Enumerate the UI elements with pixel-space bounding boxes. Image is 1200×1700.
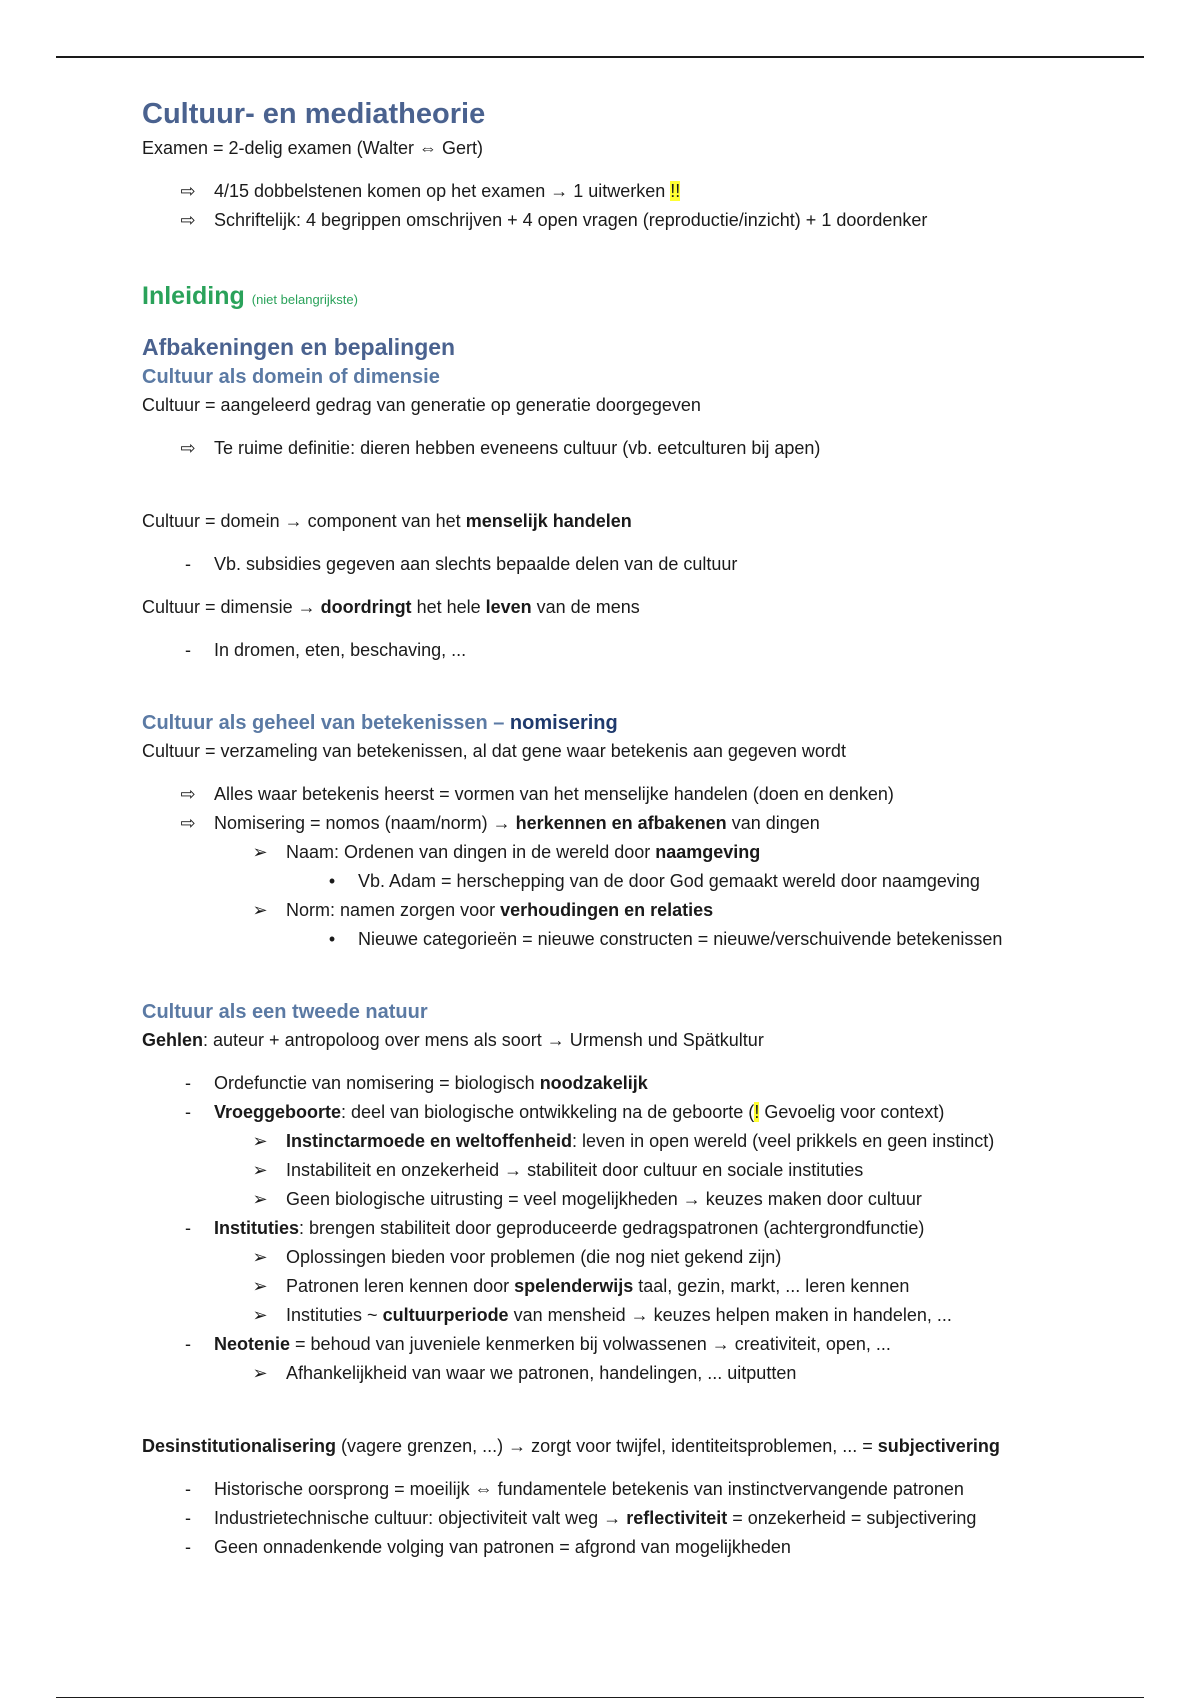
- list-item: ➢ Afhankelijkheid van waar we patronen, handelingen, ... uitputten: [142, 1359, 1122, 1388]
- subheading-tweede-natuur: Cultuur als een tweede natuur: [142, 1001, 428, 1023]
- subheading-afbakeningen: Afbakeningen en bepalingen: [142, 334, 456, 360]
- exam-line: Examen = 2-delig examen (Walter ⇔ Gert): [142, 138, 483, 158]
- arrow-bullet-icon: ⇨: [180, 784, 196, 804]
- list-item: ⇨ Schriftelijk: 4 begrippen omschrijven + 4 open vragen (reproductie/inzicht) + 1 doordenker: [142, 206, 1122, 235]
- dot-bullet-icon: •: [328, 929, 336, 949]
- dimensie-line: Cultuur = dimensie → doordringt het hele leven van de mens: [142, 597, 640, 617]
- chevron-bullet-icon: ➢: [252, 1189, 268, 1209]
- list-item: - In dromen, eten, beschaving, ...: [142, 636, 1122, 665]
- list-item: - Instituties: brengen stabiliteit door geproduceerde gedragspatronen (achtergrondfunctie): [142, 1214, 1122, 1243]
- chevron-bullet-icon: ➢: [252, 900, 268, 920]
- list-item: • Vb. Adam = herschepping van de door God gemaakt wereld door naamgeving: [142, 867, 1122, 896]
- bottom-rule: [56, 1697, 1144, 1698]
- arrow-bullet-icon: ⇨: [180, 438, 196, 458]
- chevron-bullet-icon: ➢: [252, 1160, 268, 1180]
- list-item: ➢ Instinctarmoede en weltoffenheid: leven in open wereld (veel prikkels en geen instinct): [142, 1127, 1122, 1156]
- list-item: ⇨ 4/15 dobbelstenen komen op het examen → 1 uitwerken !!: [142, 177, 1122, 206]
- list-item: - Geen onnadenkende volging van patronen = afgrond van mogelijkheden: [142, 1533, 1122, 1562]
- definition-list: [142, 434, 1122, 463]
- dash-bullet-icon: -: [185, 1479, 191, 1499]
- dash-bullet-icon: -: [185, 1102, 191, 1122]
- chevron-bullet-icon: ➢: [252, 1363, 268, 1383]
- dash-bullet-icon: -: [185, 640, 191, 660]
- list-item: ➢ Naam: Ordenen van dingen in de wereld door naamgeving: [142, 838, 1122, 867]
- dash-bullet-icon: -: [185, 1537, 191, 1557]
- dot-bullet-icon: •: [328, 871, 336, 891]
- dash-bullet-icon: -: [185, 1218, 191, 1238]
- list-item: ➢ Norm: namen zorgen voor verhoudingen en relaties: [142, 896, 1122, 925]
- arrow-bullet-icon: ⇨: [180, 181, 196, 201]
- cultuur-definition: Cultuur = aangeleerd gedrag van generatie op generatie doorgegeven: [142, 395, 701, 415]
- list-item: - Industrietechnische cultuur: objectiviteit valt weg → reflectiviteit = onzekerheid = subjectivering: [142, 1504, 1122, 1533]
- subheading-betekenissen: Cultuur als geheel van betekenissen – nomisering: [142, 712, 618, 734]
- dash-bullet-icon: -: [185, 1334, 191, 1354]
- highlight-mark: !: [754, 1102, 760, 1122]
- arrow-bullet-icon: ⇨: [180, 813, 196, 833]
- list-item: ➢ Instituties ~ cultuurperiode van mensheid → keuzes helpen maken in handelen, ...: [142, 1301, 1122, 1330]
- list-item: ➢ Instabiliteit en onzekerheid → stabiliteit door cultuur en sociale instituties: [142, 1156, 1122, 1185]
- chevron-bullet-icon: ➢: [252, 1247, 268, 1267]
- double-arrow-icon: ⇔: [474, 1479, 493, 1499]
- subheading-domein-dimensie: Cultuur als domein of dimensie: [142, 366, 440, 388]
- dimensie-list: [142, 636, 1122, 665]
- gehlen-line: Gehlen: auteur + antropoloog over mens als soort → Urmensh und Spätkultur: [142, 1030, 764, 1050]
- list-item: ⇨ Alles waar betekenis heerst = vormen van het menselijke handelen (doen en denken): [142, 780, 1122, 809]
- list-item: ➢ Oplossingen bieden voor problemen (die nog niet gekend zijn): [142, 1243, 1122, 1272]
- list-item: ➢ Geen biologische uitrusting = veel mogelijkheden → keuzes maken door cultuur: [142, 1185, 1122, 1214]
- domein-line: Cultuur = domein → component van het menselijk handelen: [142, 511, 632, 531]
- dash-bullet-icon: -: [185, 1073, 191, 1093]
- nomisering-list: [142, 780, 1122, 954]
- chevron-bullet-icon: ➢: [252, 1131, 268, 1151]
- list-item: ⇨ Te ruime definitie: dieren hebben eveneens cultuur (vb. eetculturen bij apen): [142, 434, 1122, 463]
- dash-bullet-icon: -: [185, 554, 191, 574]
- chevron-bullet-icon: ➢: [252, 1305, 268, 1325]
- gehlen-list: [142, 1069, 1122, 1388]
- top-rule: [56, 56, 1144, 58]
- desinstitutionalisering-list: [142, 1475, 1122, 1562]
- list-item: ➢ Patronen leren kennen door spelenderwijs taal, gezin, markt, ... leren kennen: [142, 1272, 1122, 1301]
- desinstitutionalisering-line: Desinstitutionalisering (vagere grenzen, ...) → zorgt voor twijfel, identiteitsproblemen, ... = subjectivering: [142, 1436, 1000, 1456]
- list-item: - Ordefunctie van nomisering = biologisch noodzakelijk: [142, 1069, 1122, 1098]
- highlight-mark: !!: [670, 181, 681, 201]
- document-body: [142, 94, 1122, 1562]
- section-heading-inleiding: Inleiding (niet belangrijkste): [142, 282, 358, 310]
- list-item: ⇨ Nomisering = nomos (naam/norm) → herkennen en afbakenen van dingen: [142, 809, 1122, 838]
- exam-list: [142, 177, 1122, 235]
- chevron-bullet-icon: ➢: [252, 1276, 268, 1296]
- domein-list: [142, 550, 1122, 579]
- list-item: - Vb. subsidies gegeven aan slechts bepaalde delen van de cultuur: [142, 550, 1122, 579]
- list-item: - Vroeggeboorte: deel van biologische ontwikkeling na de geboorte (! Gevoelig voor context): [142, 1098, 1122, 1127]
- list-item: - Historische oorsprong = moeilijk ⇔ fundamentele betekenis van instinctvervangende patronen: [142, 1475, 1122, 1504]
- betekenissen-definition: Cultuur = verzameling van betekenissen, al dat gene waar betekenis aan gegeven wordt: [142, 741, 846, 761]
- document-title: Cultuur- en mediatheorie: [142, 98, 486, 130]
- list-item: • Nieuwe categorieën = nieuwe constructen = nieuwe/verschuivende betekenissen: [142, 925, 1122, 954]
- arrow-bullet-icon: ⇨: [180, 210, 196, 230]
- chevron-bullet-icon: ➢: [252, 842, 268, 862]
- dash-bullet-icon: -: [185, 1508, 191, 1528]
- list-item: - Neotenie = behoud van juveniele kenmerken bij volwassenen → creativiteit, open, ...: [142, 1330, 1122, 1359]
